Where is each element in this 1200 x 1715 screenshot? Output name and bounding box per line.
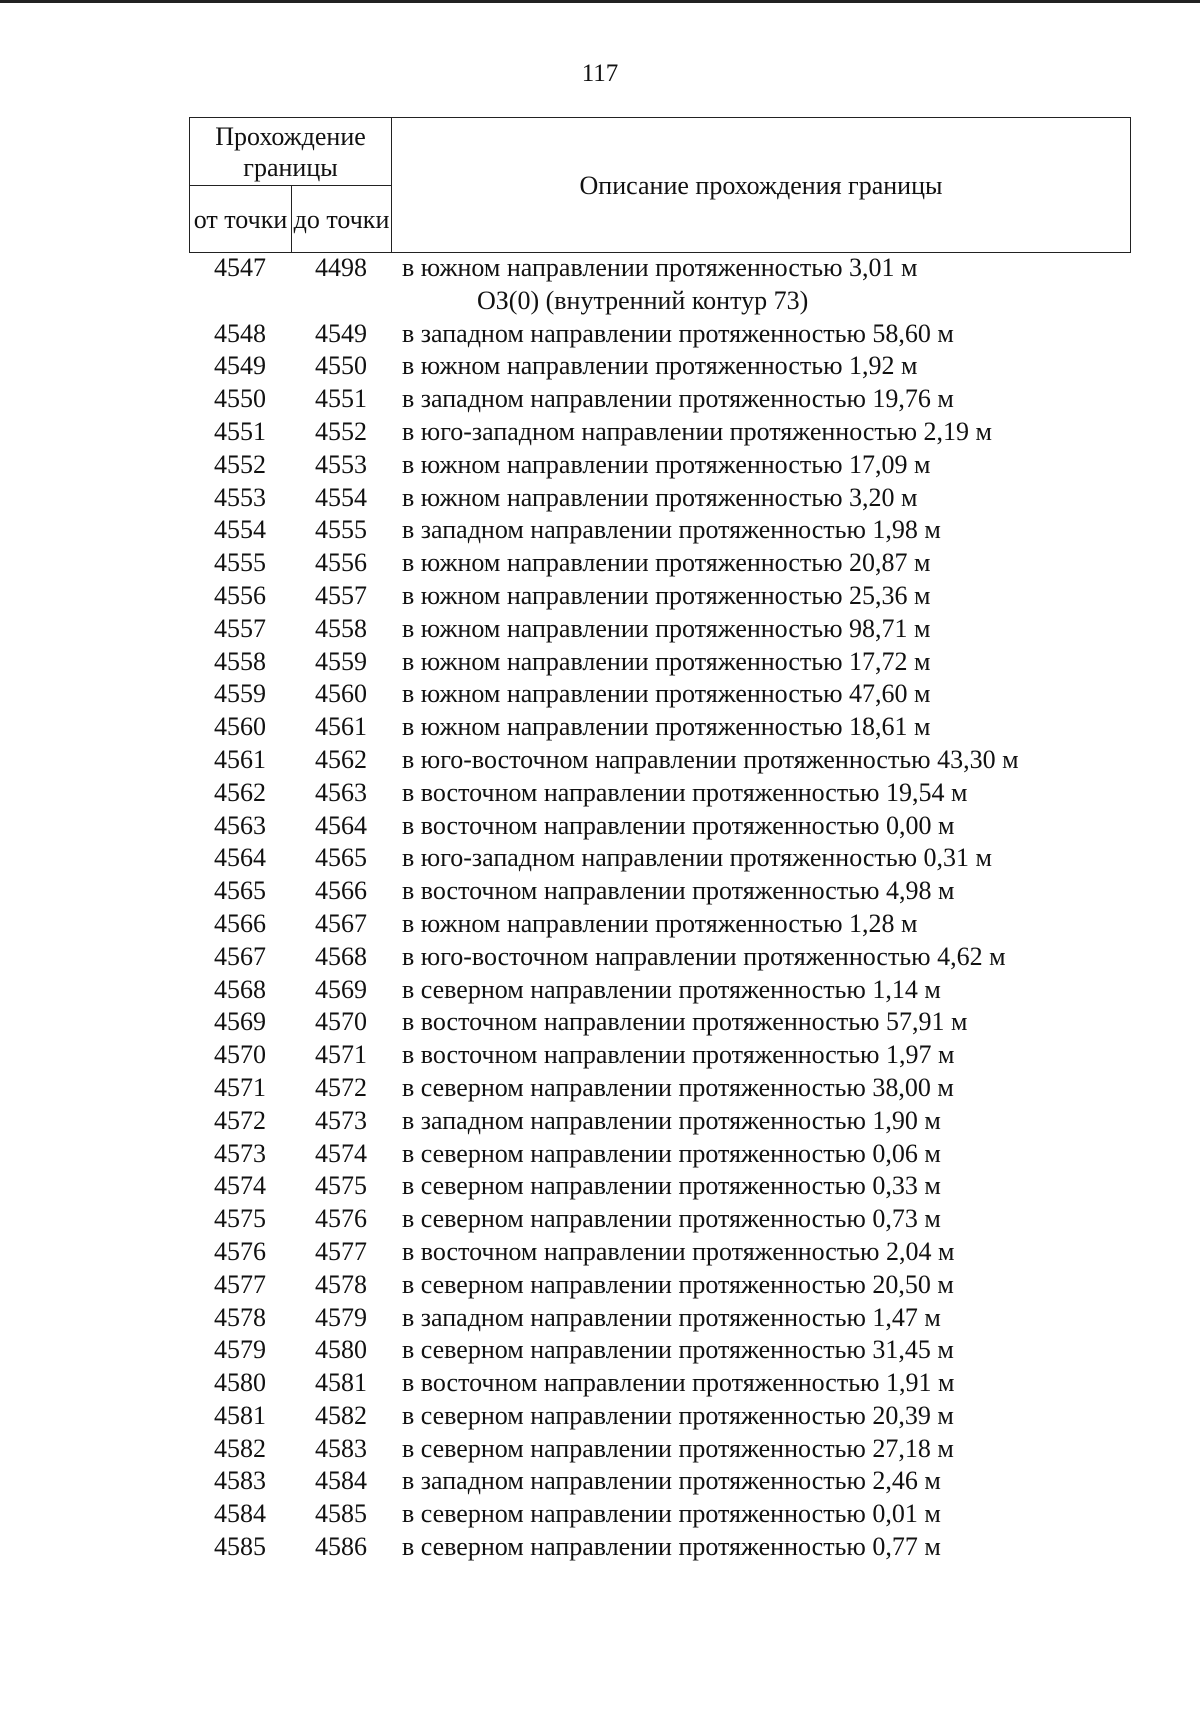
table-row	[189, 252, 1169, 285]
to-point: 4562	[315, 744, 367, 774]
section-heading-row	[189, 285, 1169, 318]
boundary-description: в восточном направлении протяженностью 1,91 м	[402, 1368, 955, 1398]
from-point: 4562	[214, 777, 266, 807]
table-row	[189, 875, 1169, 908]
boundary-description: в южном направлении протяженностью 1,28 м	[402, 908, 918, 938]
table-row	[189, 1170, 1169, 1203]
table-row	[189, 318, 1169, 351]
header-group-label: Прохождение границы	[190, 118, 392, 186]
header-to-label: до точки	[292, 186, 392, 253]
to-point: 4555	[315, 515, 367, 545]
to-point: 4576	[315, 1204, 367, 1234]
to-point: 4569	[315, 974, 367, 1004]
to-point: 4583	[315, 1433, 367, 1463]
table-row	[189, 1072, 1169, 1105]
from-point: 4559	[214, 679, 266, 709]
boundary-description: в южном направлении протяженностью 1,92 м	[402, 351, 918, 381]
to-point: 4572	[315, 1072, 367, 1102]
from-point: 4558	[214, 646, 266, 676]
to-point: 4557	[315, 580, 367, 610]
from-point: 4574	[214, 1171, 266, 1201]
page-number: 117	[581, 60, 619, 87]
boundary-description: в южном направлении протяженностью 20,87 м	[402, 548, 931, 578]
boundary-description: в северном направлении протяженностью 20,39 м	[402, 1400, 954, 1430]
from-point: 4564	[214, 843, 266, 873]
boundary-description: в южном направлении протяженностью 25,36 м	[402, 580, 931, 610]
from-point: 4549	[214, 351, 266, 381]
to-point: 4573	[315, 1105, 367, 1135]
boundary-description: в северном направлении протяженностью 0,01 м	[402, 1499, 941, 1529]
to-point: 4585	[315, 1499, 367, 1529]
table-row	[189, 777, 1169, 810]
table-row	[189, 547, 1169, 580]
to-point: 4559	[315, 646, 367, 676]
boundary-description: в восточном направлении протяженностью 1,97 м	[402, 1040, 955, 1070]
to-point: 4571	[315, 1040, 367, 1070]
boundary-description: в южном направлении протяженностью 17,72 м	[402, 646, 931, 676]
table-row	[189, 974, 1169, 1007]
from-point: 4569	[214, 1007, 266, 1037]
to-point: 4578	[315, 1269, 367, 1299]
from-point: 4581	[214, 1400, 266, 1430]
table-row	[189, 449, 1169, 482]
to-point: 4579	[315, 1302, 367, 1332]
boundary-description: в западном направлении протяженностью 1,90 м	[402, 1105, 941, 1135]
boundary-description: в северном направлении протяженностью 31,45 м	[402, 1335, 954, 1365]
from-point: 4561	[214, 744, 266, 774]
from-point: 4575	[214, 1204, 266, 1234]
to-point: 4554	[315, 482, 367, 512]
boundary-rows	[189, 252, 1169, 1564]
table-row	[189, 383, 1169, 416]
boundary-description: в северном направлении протяженностью 0,33 м	[402, 1171, 941, 1201]
table-row	[189, 416, 1169, 449]
table-row	[189, 1531, 1169, 1564]
to-point: 4563	[315, 777, 367, 807]
boundary-description: в юго-западном направлении протяженностью 0,31 м	[402, 843, 992, 873]
table-row	[189, 941, 1169, 974]
to-point: 4552	[315, 416, 367, 446]
table-row	[189, 810, 1169, 843]
boundary-description: в восточном направлении протяженностью 4,98 м	[402, 876, 955, 906]
boundary-description: в западном направлении протяженностью 2,46 м	[402, 1466, 941, 1496]
to-point: 4561	[315, 712, 367, 742]
from-point: 4580	[214, 1368, 266, 1398]
table-row	[189, 1138, 1169, 1171]
to-point: 4586	[315, 1532, 367, 1562]
boundary-description: в восточном направлении протяженностью 0,00 м	[402, 810, 955, 840]
boundary-description: в северном направлении протяженностью 20,50 м	[402, 1269, 954, 1299]
to-point: 4556	[315, 548, 367, 578]
boundary-description: в восточном направлении протяженностью 57,91 м	[402, 1007, 968, 1037]
to-point: 4567	[315, 908, 367, 938]
to-point: 4558	[315, 613, 367, 643]
table-row	[189, 1334, 1169, 1367]
from-point: 4576	[214, 1236, 266, 1266]
from-point: 4563	[214, 810, 266, 840]
table-row	[189, 514, 1169, 547]
boundary-description: в южном направлении протяженностью 18,61 м	[402, 712, 931, 742]
boundary-description: в северном направлении протяженностью 0,77 м	[402, 1532, 941, 1562]
table-row	[189, 613, 1169, 646]
boundary-description: в южном направлении протяженностью 47,60 м	[402, 679, 931, 709]
header-description-label: Описание прохождения границы	[392, 118, 1131, 253]
boundary-description: в восточном направлении протяженностью 19,54 м	[402, 777, 968, 807]
from-point: 4551	[214, 416, 266, 446]
table-row	[189, 842, 1169, 875]
from-point: 4573	[214, 1138, 266, 1168]
table-header	[189, 117, 1131, 253]
to-point: 4560	[315, 679, 367, 709]
to-point: 4498	[315, 253, 367, 282]
from-point: 4557	[214, 613, 266, 643]
from-point: 4577	[214, 1269, 266, 1299]
from-point: 4555	[214, 548, 266, 578]
boundary-description: в северном направлении протяженностью 0,06 м	[402, 1138, 941, 1168]
table-row	[189, 1006, 1169, 1039]
from-point: 4560	[214, 712, 266, 742]
boundary-description: в восточном направлении протяженностью 2,04 м	[402, 1236, 955, 1266]
boundary-description: в южном направлении протяженностью 98,71 м	[402, 613, 931, 643]
to-point: 4582	[315, 1400, 367, 1430]
from-point: 4548	[214, 318, 266, 348]
page-top-border	[0, 0, 1200, 3]
table-row	[189, 646, 1169, 679]
table-row	[189, 1105, 1169, 1138]
from-point: 4583	[214, 1466, 266, 1496]
to-point: 4568	[315, 941, 367, 971]
from-point: 4550	[214, 384, 266, 414]
boundary-description: в западном направлении протяженностью 19,76 м	[402, 384, 954, 414]
from-point: 4571	[214, 1072, 266, 1102]
to-point: 4566	[315, 876, 367, 906]
table-row	[189, 482, 1169, 515]
boundary-description: в южном направлении протяженностью 17,09 м	[402, 449, 931, 479]
to-point: 4553	[315, 449, 367, 479]
from-point: 4579	[214, 1335, 266, 1365]
from-point: 4585	[214, 1532, 266, 1562]
boundary-description: в юго-западном направлении протяженностью 2,19 м	[402, 416, 992, 446]
boundary-description: в северном направлении протяженностью 38,00 м	[402, 1072, 954, 1102]
to-point: 4551	[315, 384, 367, 414]
table-row	[189, 1465, 1169, 1498]
boundary-description: в западном направлении протяженностью 1,98 м	[402, 515, 941, 545]
boundary-description: в южном направлении протяженностью 3,01 м	[402, 253, 918, 282]
boundary-description: в западном направлении протяженностью 1,47 м	[402, 1302, 941, 1332]
table-row	[189, 1433, 1169, 1466]
to-point: 4565	[315, 843, 367, 873]
from-point: 4565	[214, 876, 266, 906]
table-row	[189, 1039, 1169, 1072]
from-point: 4578	[214, 1302, 266, 1332]
boundary-description: в юго-восточном направлении протяженностью 43,30 м	[402, 744, 1019, 774]
to-point: 4574	[315, 1138, 367, 1168]
table-row	[189, 678, 1169, 711]
table-row	[189, 908, 1169, 941]
to-point: 4584	[315, 1466, 367, 1496]
to-point: 4580	[315, 1335, 367, 1365]
from-point: 4584	[214, 1499, 266, 1529]
table-row	[189, 1203, 1169, 1236]
from-point: 4567	[214, 941, 266, 971]
to-point: 4564	[315, 810, 367, 840]
boundary-description: в северном направлении протяженностью 1,14 м	[402, 974, 941, 1004]
from-point: 4553	[214, 482, 266, 512]
table-row	[189, 1236, 1169, 1269]
table-row	[189, 744, 1169, 777]
boundary-description: в южном направлении протяженностью 3,20 м	[402, 482, 918, 512]
table-row	[189, 711, 1169, 744]
from-point: 4572	[214, 1105, 266, 1135]
from-point: 4556	[214, 580, 266, 610]
to-point: 4581	[315, 1368, 367, 1398]
boundary-description: в юго-восточном направлении протяженностью 4,62 м	[402, 941, 1006, 971]
to-point: 4577	[315, 1236, 367, 1266]
to-point: 4550	[315, 351, 367, 381]
section-heading: ОЗ(0) (внутренний контур 73)	[477, 285, 809, 315]
header-from-label: от точки	[190, 186, 292, 253]
to-point: 4570	[315, 1007, 367, 1037]
table-row	[189, 1302, 1169, 1335]
from-point: 4566	[214, 908, 266, 938]
table-row	[189, 1498, 1169, 1531]
table-row	[189, 1367, 1169, 1400]
from-point: 4570	[214, 1040, 266, 1070]
from-point: 4568	[214, 974, 266, 1004]
table-row	[189, 1269, 1169, 1302]
boundary-description: в западном направлении протяженностью 58,60 м	[402, 318, 954, 348]
from-point: 4547	[214, 253, 266, 282]
boundary-description: в северном направлении протяженностью 27,18 м	[402, 1433, 954, 1463]
from-point: 4554	[214, 515, 266, 545]
table-row	[189, 580, 1169, 613]
table-row	[189, 350, 1169, 383]
table-row	[189, 1400, 1169, 1433]
to-point: 4575	[315, 1171, 367, 1201]
from-point: 4582	[214, 1433, 266, 1463]
from-point: 4552	[214, 449, 266, 479]
boundary-description: в северном направлении протяженностью 0,73 м	[402, 1204, 941, 1234]
to-point: 4549	[315, 318, 367, 348]
